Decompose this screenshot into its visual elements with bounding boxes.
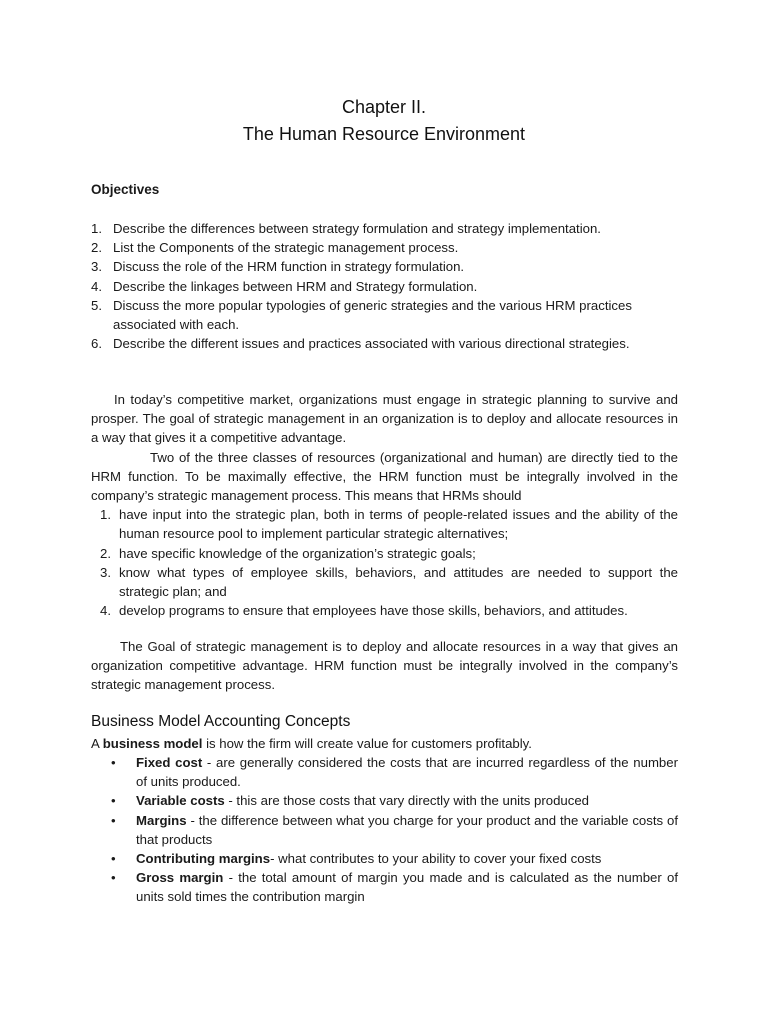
- list-item: [91, 277, 691, 296]
- list-text: List the Components of the strategic management process.: [113, 240, 459, 256]
- objectives-list: [91, 219, 691, 353]
- intro-prefix: A: [91, 736, 103, 751]
- list-number: 2.: [91, 240, 102, 256]
- list-item: [91, 791, 678, 810]
- list-text: have input into the strategic plan, both in terms of people-related issues and the ability of the human resource pool to implement particular strategic alternatives;: [119, 507, 678, 542]
- list-item: [91, 219, 691, 238]
- list-text: have specific knowledge of the organization’s strategic goals;: [119, 545, 476, 561]
- concepts-list: [91, 753, 678, 907]
- list-text: know what types of employee skills, behaviors, and attitudes are needed to support the strategic plan; and: [119, 564, 678, 600]
- list-text: Discuss the role of the HRM function in strategy formulation.: [113, 259, 465, 275]
- concept-term: Fixed cost: [136, 755, 203, 770]
- concept-term: Variable costs: [136, 793, 225, 809]
- list-number: 2.: [100, 545, 111, 561]
- list-item: [91, 811, 678, 849]
- list-item: [91, 544, 678, 563]
- bullet-icon: •: [111, 812, 116, 828]
- list-item: [91, 257, 691, 276]
- paragraph-goal: The Goal of strategic management is to deploy and allocate resources in a way that gives an organization competitive advantage. HRM function must be integrally involved in the company’s strategic management process.: [91, 639, 678, 693]
- list-item: [91, 334, 691, 353]
- list-item: [91, 238, 691, 257]
- list-number: 1.: [91, 221, 102, 236]
- concept-desc: - are generally considered the costs that are incurred regardless of the number of units produced.: [136, 755, 678, 790]
- bullet-icon: •: [111, 851, 116, 867]
- chapter-title: [0, 94, 768, 148]
- section-heading: Business Model Accounting Concepts: [91, 713, 351, 730]
- objectives-heading: Objectives: [91, 182, 160, 197]
- business-model-intro: [91, 734, 678, 753]
- intro-section: [91, 390, 678, 620]
- list-number: 4.: [91, 278, 102, 294]
- list-number: 3.: [91, 259, 102, 275]
- bullet-icon: •: [111, 793, 116, 809]
- list-item: [91, 753, 678, 791]
- list-item: [91, 505, 678, 543]
- concept-desc: - what contributes to your ability to cover your fixed costs: [270, 851, 602, 867]
- intro-suffix: is how the firm will create value for customers profitably.: [202, 736, 532, 751]
- concept-term: Gross margin: [136, 870, 224, 886]
- list-item: [91, 849, 678, 868]
- list-number: 4.: [100, 603, 111, 619]
- chapter-name: The Human Resource Environment: [242, 124, 526, 144]
- intro-term: business model: [102, 736, 203, 751]
- list-text: develop programs to ensure that employees have those skills, behaviors, and attitudes.: [119, 603, 628, 619]
- list-item: [91, 601, 678, 620]
- list-item: [91, 868, 678, 906]
- concept-desc: - the difference between what you charge for your product and the variable costs of that products: [136, 812, 678, 847]
- concept-desc: - this are those costs that vary directly with the units produced: [224, 793, 589, 809]
- list-number: 6.: [91, 336, 102, 352]
- list-number: 1.: [100, 507, 111, 523]
- paragraph-resources: Two of the three classes of resources (organizational and human) are directly tied to the HRM function. To be maximally effective, the HRM function must be integrally involved in the company’s strategic management process. This means that HRMs should: [91, 449, 678, 504]
- list-item: [91, 296, 691, 334]
- list-text: Describe the linkages between HRM and Strategy formulation.: [113, 278, 478, 294]
- goal-section: [91, 637, 678, 695]
- chapter-number: Chapter II.: [341, 97, 427, 117]
- list-text: Describe the differences between strategy formulation and strategy implementation.: [113, 221, 601, 236]
- list-text: Describe the different issues and practices associated with various directional strategies.: [113, 336, 630, 352]
- bullet-icon: •: [111, 870, 116, 886]
- list-text: Discuss the more popular typologies of generic strategies and the various HRM practices associated with each.: [113, 297, 632, 333]
- concept-term: Margins: [136, 812, 187, 828]
- list-number: 3.: [100, 564, 111, 580]
- concept-term: Contributing margins: [136, 851, 271, 867]
- hrm-list: [91, 505, 678, 620]
- concept-desc: - the total amount of margin you made and is calculated as the number of units sold times the contribution margin: [136, 870, 678, 905]
- list-number: 5.: [91, 297, 102, 313]
- bullet-icon: •: [111, 755, 116, 770]
- paragraph-competitive-market: In today’s competitive market, organizations must engage in strategic planning to survive and prosper. The goal of strategic management in an organization is to deploy and allocate resources in a way that gives it a competitive advantage.: [91, 392, 678, 446]
- list-item: [91, 563, 678, 601]
